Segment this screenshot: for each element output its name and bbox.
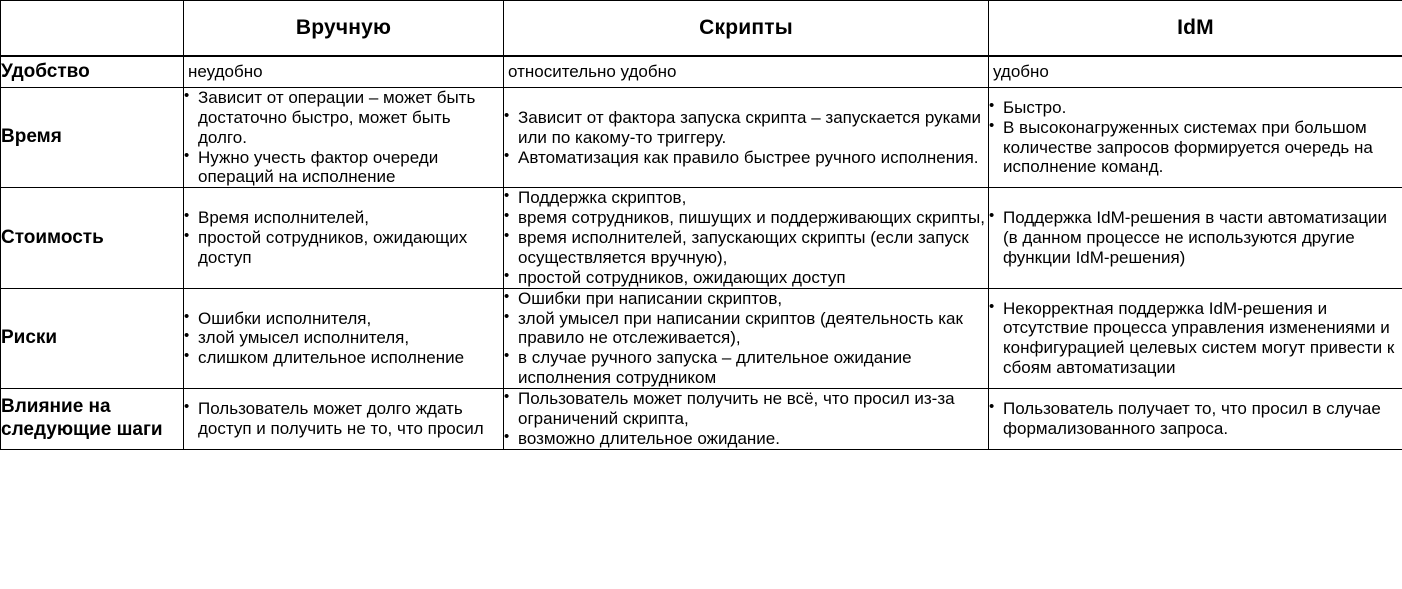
list-item: • Пользователь получает то, что просил в случае формализованного запроса. xyxy=(989,399,1402,439)
table-row xyxy=(1,389,1402,450)
list-item: • в случае ручного запуска – длительное ожидание исполнения сотрудником xyxy=(504,348,988,388)
header-row xyxy=(1,1,1402,57)
bullet-list xyxy=(989,98,1402,178)
bullet-list xyxy=(184,399,503,439)
cell-text: неудобно xyxy=(188,62,263,81)
cell-idm xyxy=(989,56,1402,87)
list-item: • Некорректная поддержка IdM-решения и отсутствие процесса управления изменениями и конфигурацией целевых систем могут привести к сбоям автоматизации xyxy=(989,299,1402,379)
cell-text: относительно удобно xyxy=(508,62,677,81)
header-cell-scripts: Скрипты xyxy=(504,1,989,57)
list-item: • слишком длительное исполнение xyxy=(184,348,503,368)
list-item: • простой сотрудников, ожидающих доступ xyxy=(184,228,503,268)
cell-idm xyxy=(989,188,1402,288)
cell-scripts xyxy=(504,56,989,87)
list-item: • Зависит от операции – может быть достаточно быстро, может быть долго. xyxy=(184,88,503,148)
row-label-cell: Риски xyxy=(1,288,184,388)
row-label-cell: Удобство xyxy=(1,56,184,87)
bullet-list xyxy=(184,309,503,369)
list-item: • Автоматизация как правило быстрее ручного исполнения. xyxy=(504,148,988,168)
row-label-cell: Влияние на следующие шаги xyxy=(1,389,184,450)
list-item: • Ошибки при написании скриптов, xyxy=(504,289,988,309)
bullet-list xyxy=(504,389,988,449)
bullet-list xyxy=(184,88,503,187)
bullet-list xyxy=(184,208,503,268)
list-item: • Ошибки исполнителя, xyxy=(184,309,503,329)
list-item: • Пользователь может получить не всё, что просил из-за ограничений скрипта, xyxy=(504,389,988,429)
cell-idm xyxy=(989,288,1402,388)
list-item: • Время исполнителей, xyxy=(184,208,503,228)
table-header xyxy=(1,1,1402,57)
cell-manual xyxy=(184,56,504,87)
cell-idm xyxy=(989,87,1402,187)
list-item: • возможно длительное ожидание. xyxy=(504,429,988,449)
list-item: • В высоконагруженных системах при большом количестве запросов формируется очередь на исполнение команд. xyxy=(989,118,1402,178)
cell-scripts xyxy=(504,188,989,288)
bullet-list xyxy=(504,289,988,388)
bullet-list xyxy=(989,299,1402,379)
list-item: • Поддержка скриптов, xyxy=(504,188,988,208)
header-cell-manual: Вручную xyxy=(184,1,504,57)
bullet-list xyxy=(504,188,988,287)
row-label-cell: Время xyxy=(1,87,184,187)
row-label-cell: Стоимость xyxy=(1,188,184,288)
bullet-list xyxy=(504,108,988,168)
header-cell-idm: IdM xyxy=(989,1,1402,57)
list-item: • Зависит от фактора запуска скрипта – запускается руками или по какому-то триггеру. xyxy=(504,108,988,148)
table-row xyxy=(1,288,1402,388)
cell-scripts xyxy=(504,288,989,388)
cell-idm xyxy=(989,389,1402,450)
cell-scripts xyxy=(504,389,989,450)
list-item: • Быстро. xyxy=(989,98,1402,118)
bullet-list xyxy=(989,208,1402,268)
table-row xyxy=(1,56,1402,87)
list-item: • Пользователь может долго ждать доступ и получить не то, что просил xyxy=(184,399,503,439)
list-item: • злой умысел исполнителя, xyxy=(184,328,503,348)
list-item: • Поддержка IdM-решения в части автоматизации (в данном процессе не используются другие функции IdM-решения) xyxy=(989,208,1402,268)
table-body xyxy=(1,56,1402,449)
bullet-list xyxy=(989,399,1402,439)
list-item: • простой сотрудников, ожидающих доступ xyxy=(504,268,988,288)
cell-text: удобно xyxy=(993,62,1049,81)
list-item: • злой умысел при написании скриптов (деятельность как правило не отслеживается), xyxy=(504,309,988,349)
cell-manual xyxy=(184,188,504,288)
cell-manual xyxy=(184,389,504,450)
cell-manual xyxy=(184,87,504,187)
table-row xyxy=(1,188,1402,288)
table-row xyxy=(1,87,1402,187)
header-cell-criteria xyxy=(1,1,184,57)
list-item: • Нужно учесть фактор очереди операций на исполнение xyxy=(184,148,503,188)
list-item: • время сотрудников, пишущих и поддерживающих скрипты, xyxy=(504,208,988,228)
cell-manual xyxy=(184,288,504,388)
list-item: • время исполнителей, запускающих скрипты (если запуск осуществляется вручную), xyxy=(504,228,988,268)
cell-scripts xyxy=(504,87,989,187)
